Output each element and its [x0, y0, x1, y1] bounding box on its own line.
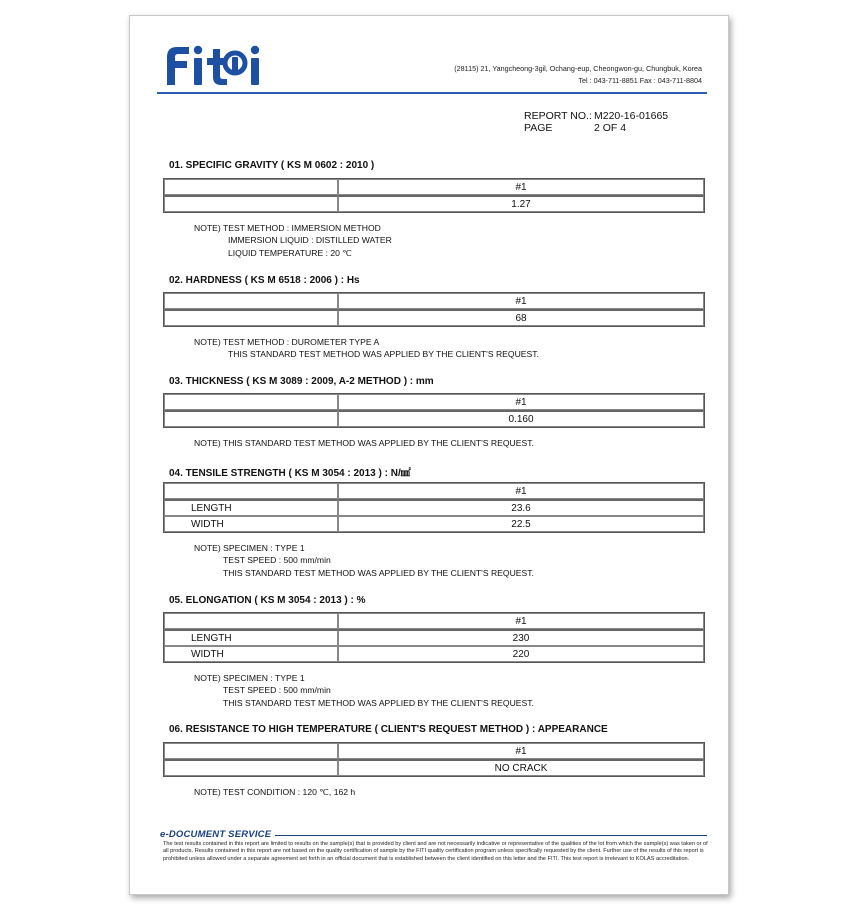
page-number: 2 OF 4	[594, 122, 627, 134]
row-label	[164, 410, 338, 427]
section-note	[194, 437, 534, 449]
row-label: WIDTH	[164, 646, 338, 662]
note-line: LIQUID TEMPERATURE : 20 ℃	[228, 247, 352, 258]
note-line: IMMERSION LIQUID : DISTILLED WATER	[228, 235, 392, 246]
section-title: 05. ELONGATION ( KS M 3054 : 2013 ) : %	[169, 595, 366, 606]
note-line: NOTE) SPECIMEN : TYPE 1	[194, 543, 305, 553]
report-number: M220-16-01665	[594, 110, 669, 122]
blank-cell	[164, 293, 338, 309]
note-line: NOTE) TEST METHOD : DUROMETER TYPE A	[194, 337, 380, 347]
result-value: 0.160	[338, 410, 704, 427]
section-title: 06. RESISTANCE TO HIGH TEMPERATURE ( CLIENT'S REQUEST METHOD ) : APPEARANCE	[169, 724, 608, 735]
column-header: #1	[338, 483, 704, 499]
report-number-label: REPORT NO.:	[524, 110, 592, 122]
note-line: NOTE) TEST METHOD : IMMERSION METHOD	[194, 223, 381, 233]
result-value: 1.27	[338, 195, 704, 212]
column-header: #1	[338, 293, 704, 309]
company-address: (28115) 21, Yangcheong-3gil, Ochang-eup, Cheongwon-gu, Chungbuk, Korea	[454, 64, 702, 73]
section-title: 04. TENSILE STRENGTH ( KS M 3054 : 2013 ) : N/㎟	[169, 468, 411, 479]
note-line: TEST SPEED : 500 mm/min	[223, 555, 331, 566]
note-line: TEST SPEED : 500 mm/min	[223, 685, 331, 696]
row-label: WIDTH	[164, 516, 338, 532]
note-line: THIS STANDARD TEST METHOD WAS APPLIED BY THE CLIENT'S REQUEST.	[223, 697, 534, 708]
row-label: LENGTH	[164, 629, 338, 646]
row-label: LENGTH	[164, 499, 338, 516]
section-note	[194, 786, 355, 798]
footer-divider	[275, 835, 707, 836]
blank-cell	[164, 394, 338, 410]
column-header: #1	[338, 394, 704, 410]
note-line: NOTE) THIS STANDARD TEST METHOD WAS APPLIED BY THE CLIENT'S REQUEST.	[194, 438, 534, 448]
note-line: NOTE) SPECIMEN : TYPE 1	[194, 673, 305, 683]
section-note	[194, 336, 539, 361]
result-value: 23.6	[338, 499, 704, 516]
report-info	[524, 110, 668, 134]
result-value: 220	[338, 646, 704, 662]
column-header: #1	[338, 613, 704, 629]
note-line: THIS STANDARD TEST METHOD WAS APPLIED BY THE CLIENT'S REQUEST.	[223, 567, 534, 578]
results-table	[163, 612, 705, 663]
note-line: THIS STANDARD TEST METHOD WAS APPLIED BY THE CLIENT'S REQUEST.	[228, 349, 539, 360]
header-divider	[157, 92, 707, 94]
blank-cell	[164, 743, 338, 759]
results-table	[163, 482, 705, 533]
disclaimer-text: The test results contained in this report are limited to results on the sample(s) that is provided by client and are not necessarily indicative or representative of the qualities of the lot from which the sample(s) was taken or of all products. Results contained in this report are not based on the quality certification of sample by the FITI quality certification program unless specifically requested by the client. Further use of the results of this report is prohibited unless allowed under a separate agreement set forth in an official document that is established between the client identified on this letter and the FITI. This test report is irrelevant to KOLAS accreditation.	[163, 841, 708, 862]
section-note	[194, 222, 392, 259]
section-note	[194, 542, 534, 579]
results-table	[163, 393, 705, 428]
row-label	[164, 195, 338, 212]
results-table	[163, 292, 705, 327]
column-header: #1	[338, 179, 704, 195]
result-value: 230	[338, 629, 704, 646]
blank-cell	[164, 613, 338, 629]
section-note	[194, 672, 534, 709]
blank-cell	[164, 179, 338, 195]
column-header: #1	[338, 743, 704, 759]
row-label	[164, 759, 338, 776]
results-table	[163, 178, 705, 213]
note-line: NOTE) TEST CONDITION : 120 ℃, 162 h	[194, 787, 356, 797]
result-value: 22.5	[338, 516, 704, 532]
results-table	[163, 742, 705, 777]
fiti-logo	[165, 41, 265, 87]
section-title: 03. THICKNESS ( KS M 3089 : 2009, A-2 METHOD ) : mm	[169, 376, 434, 387]
company-contact: Tel : 043-711-8851 Fax : 043-711-8804	[578, 76, 702, 85]
section-title: 01. SPECIFIC GRAVITY ( KS M 0602 : 2010 )	[169, 160, 375, 171]
blank-cell	[164, 483, 338, 499]
e-document-service-title: e-DOCUMENT SERVICE	[160, 829, 272, 840]
section-title: 02. HARDNESS ( KS M 6518 : 2006 ) : Hs	[169, 275, 360, 286]
page-label: PAGE	[524, 122, 553, 134]
result-value: NO CRACK	[338, 759, 704, 776]
row-label	[164, 309, 338, 326]
result-value: 68	[338, 309, 704, 326]
